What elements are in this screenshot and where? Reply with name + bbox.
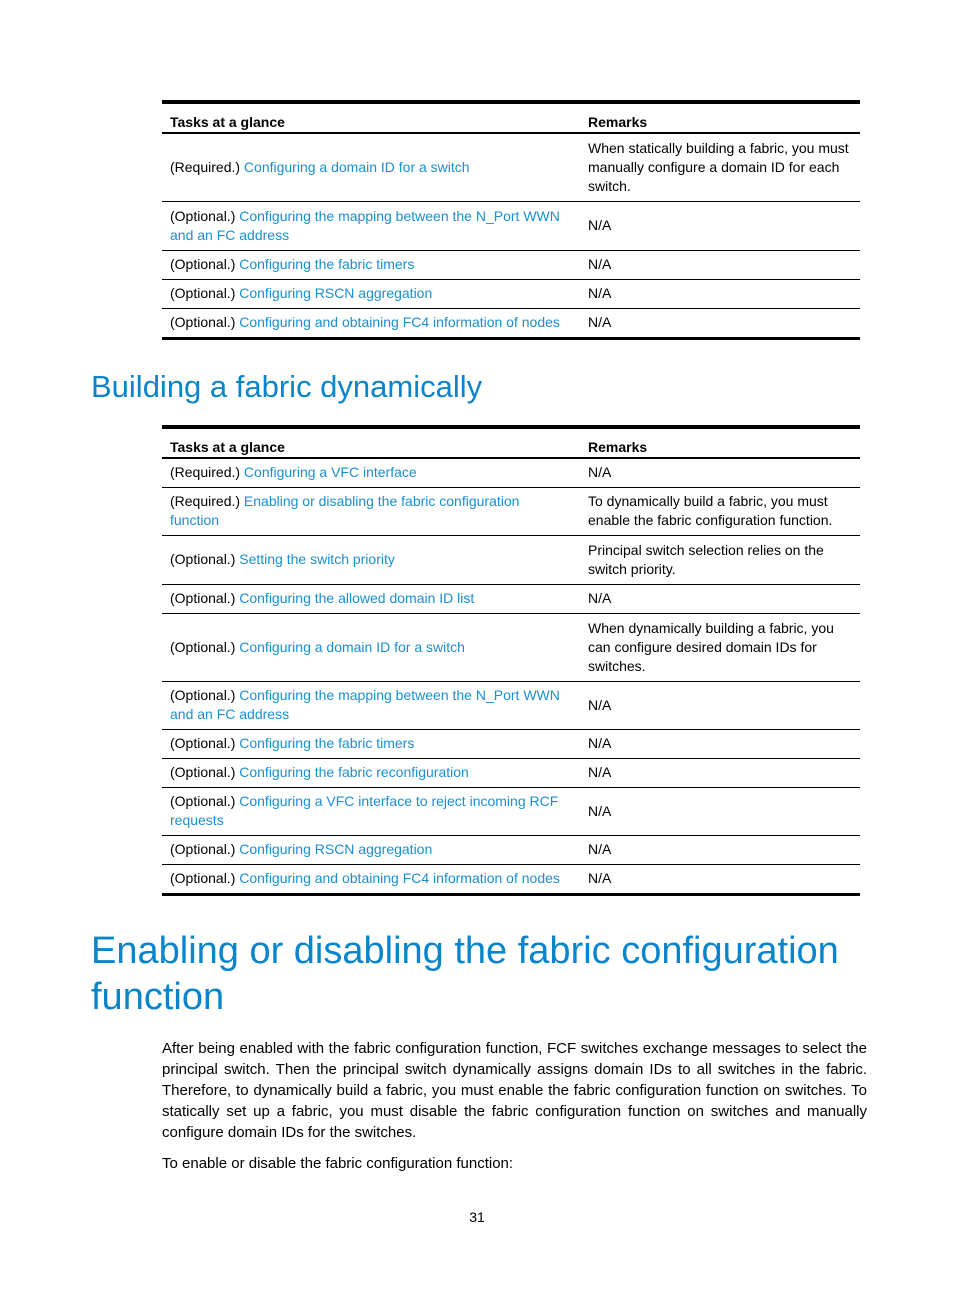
remark-cell: To dynamically build a fabric, you must enable the fabric configuration function.: [580, 487, 860, 535]
tasks-column-header: Tasks at a glance: [162, 102, 580, 133]
requirement-label: (Optional.): [170, 207, 236, 224]
table-row: [162, 458, 860, 487]
task-link[interactable]: Enabling or disabling the fabric configuration function: [170, 493, 520, 528]
requirement-label: (Optional.): [170, 735, 236, 751]
task-link[interactable]: Configuring a domain ID for a switch: [243, 158, 470, 175]
table-row: [162, 535, 860, 584]
requirement-label: (Optional.): [170, 687, 236, 703]
body-paragraph: After being enabled with the fabric configuration function, FCF switches exchange messages to select the principal switch. Then the principal switch dynamically assigns domain IDs to all switches in the fabric. Therefore, to dynamically build a fabric, you must enable the fabric configuration function on switches. To statically set up a fabric, you must disable the fabric configuration function on switches and manually configure domain IDs for the switches.: [162, 1040, 867, 1141]
remark-cell: N/A: [580, 729, 860, 758]
task-link[interactable]: Configuring and obtaining FC4 information of nodes: [239, 870, 560, 886]
requirement-label: (Optional.): [170, 793, 236, 809]
remark-cell: N/A: [580, 787, 860, 835]
remark-cell: N/A: [580, 584, 860, 613]
table-row: [162, 835, 860, 864]
table-row: [162, 729, 860, 758]
dynamic-tasks-table: [162, 425, 860, 896]
requirement-label: (Optional.): [170, 590, 236, 606]
task-link[interactable]: Configuring the mapping between the N_Port WWN and an FC address: [170, 687, 560, 722]
body-paragraph: To enable or disable the fabric configuration function:: [162, 1155, 514, 1172]
table-row: [162, 487, 860, 535]
task-link[interactable]: Configuring the mapping between the N_Port WWN and an FC address: [170, 207, 560, 243]
requirement-label: (Required.): [170, 493, 241, 509]
remark-cell: N/A: [580, 201, 860, 250]
table-row: [162, 201, 860, 250]
table-row: [162, 613, 860, 681]
requirement-label: (Optional.): [170, 551, 236, 567]
remark-cell: N/A: [580, 308, 860, 338]
remark-cell: N/A: [580, 835, 860, 864]
table-row: [162, 681, 860, 729]
remark-cell: N/A: [580, 681, 860, 729]
task-link[interactable]: Configuring a domain ID for a switch: [239, 638, 465, 655]
requirement-label: (Optional.): [170, 870, 236, 886]
table-row: [162, 758, 860, 787]
page-number: 31: [469, 1209, 485, 1225]
requirement-label: (Required.): [170, 464, 241, 481]
requirement-label: (Required.): [170, 158, 241, 175]
task-link[interactable]: Configuring and obtaining FC4 information of nodes: [239, 314, 560, 330]
task-link[interactable]: Configuring the fabric timers: [239, 735, 415, 751]
table-header-row: [162, 102, 860, 133]
remark-cell: When dynamically building a fabric, you can configure desired domain IDs for switches.: [580, 613, 860, 681]
table-row: [162, 279, 860, 308]
task-link[interactable]: Configuring the fabric timers: [239, 256, 415, 272]
section-heading: Enabling or disabling the fabric configuration function: [91, 930, 839, 1018]
remarks-column-header: Remarks: [580, 102, 860, 133]
remark-cell: N/A: [580, 250, 860, 279]
remark-cell: N/A: [580, 864, 860, 894]
requirement-label: (Optional.): [170, 638, 236, 655]
task-link[interactable]: Configuring the allowed domain ID list: [239, 590, 475, 606]
remark-cell: N/A: [580, 279, 860, 308]
remark-cell: When statically building a fabric, you must manually configure a domain ID for each switch.: [580, 133, 860, 201]
table-row: [162, 250, 860, 279]
requirement-label: (Optional.): [170, 256, 236, 272]
task-link[interactable]: Configuring the fabric reconfiguration: [239, 764, 469, 780]
table-row: [162, 787, 860, 835]
table-row: [162, 133, 860, 201]
section-heading: Building a fabric dynamically: [91, 369, 483, 404]
task-link[interactable]: Configuring RSCN aggregation: [239, 841, 433, 857]
task-link[interactable]: Configuring a VFC interface: [243, 464, 417, 481]
task-link[interactable]: Configuring RSCN aggregation: [239, 285, 433, 301]
requirement-label: (Optional.): [170, 314, 236, 330]
requirement-label: (Optional.): [170, 841, 236, 857]
table-row: [162, 864, 860, 894]
table-row: [162, 308, 860, 338]
table-header-row: [162, 427, 860, 458]
task-link[interactable]: Configuring a VFC interface to reject incoming RCF requests: [170, 793, 559, 828]
remark-cell: N/A: [580, 758, 860, 787]
requirement-label: (Optional.): [170, 285, 236, 301]
remark-cell: N/A: [580, 458, 860, 487]
task-link[interactable]: Setting the switch priority: [239, 551, 395, 567]
requirement-label: (Optional.): [170, 764, 236, 780]
tasks-column-header: Tasks at a glance: [162, 427, 580, 458]
static-tasks-table: [162, 100, 860, 340]
remark-cell: Principal switch selection relies on the switch priority.: [580, 535, 860, 584]
table-row: [162, 584, 860, 613]
remarks-column-header: Remarks: [580, 427, 860, 458]
